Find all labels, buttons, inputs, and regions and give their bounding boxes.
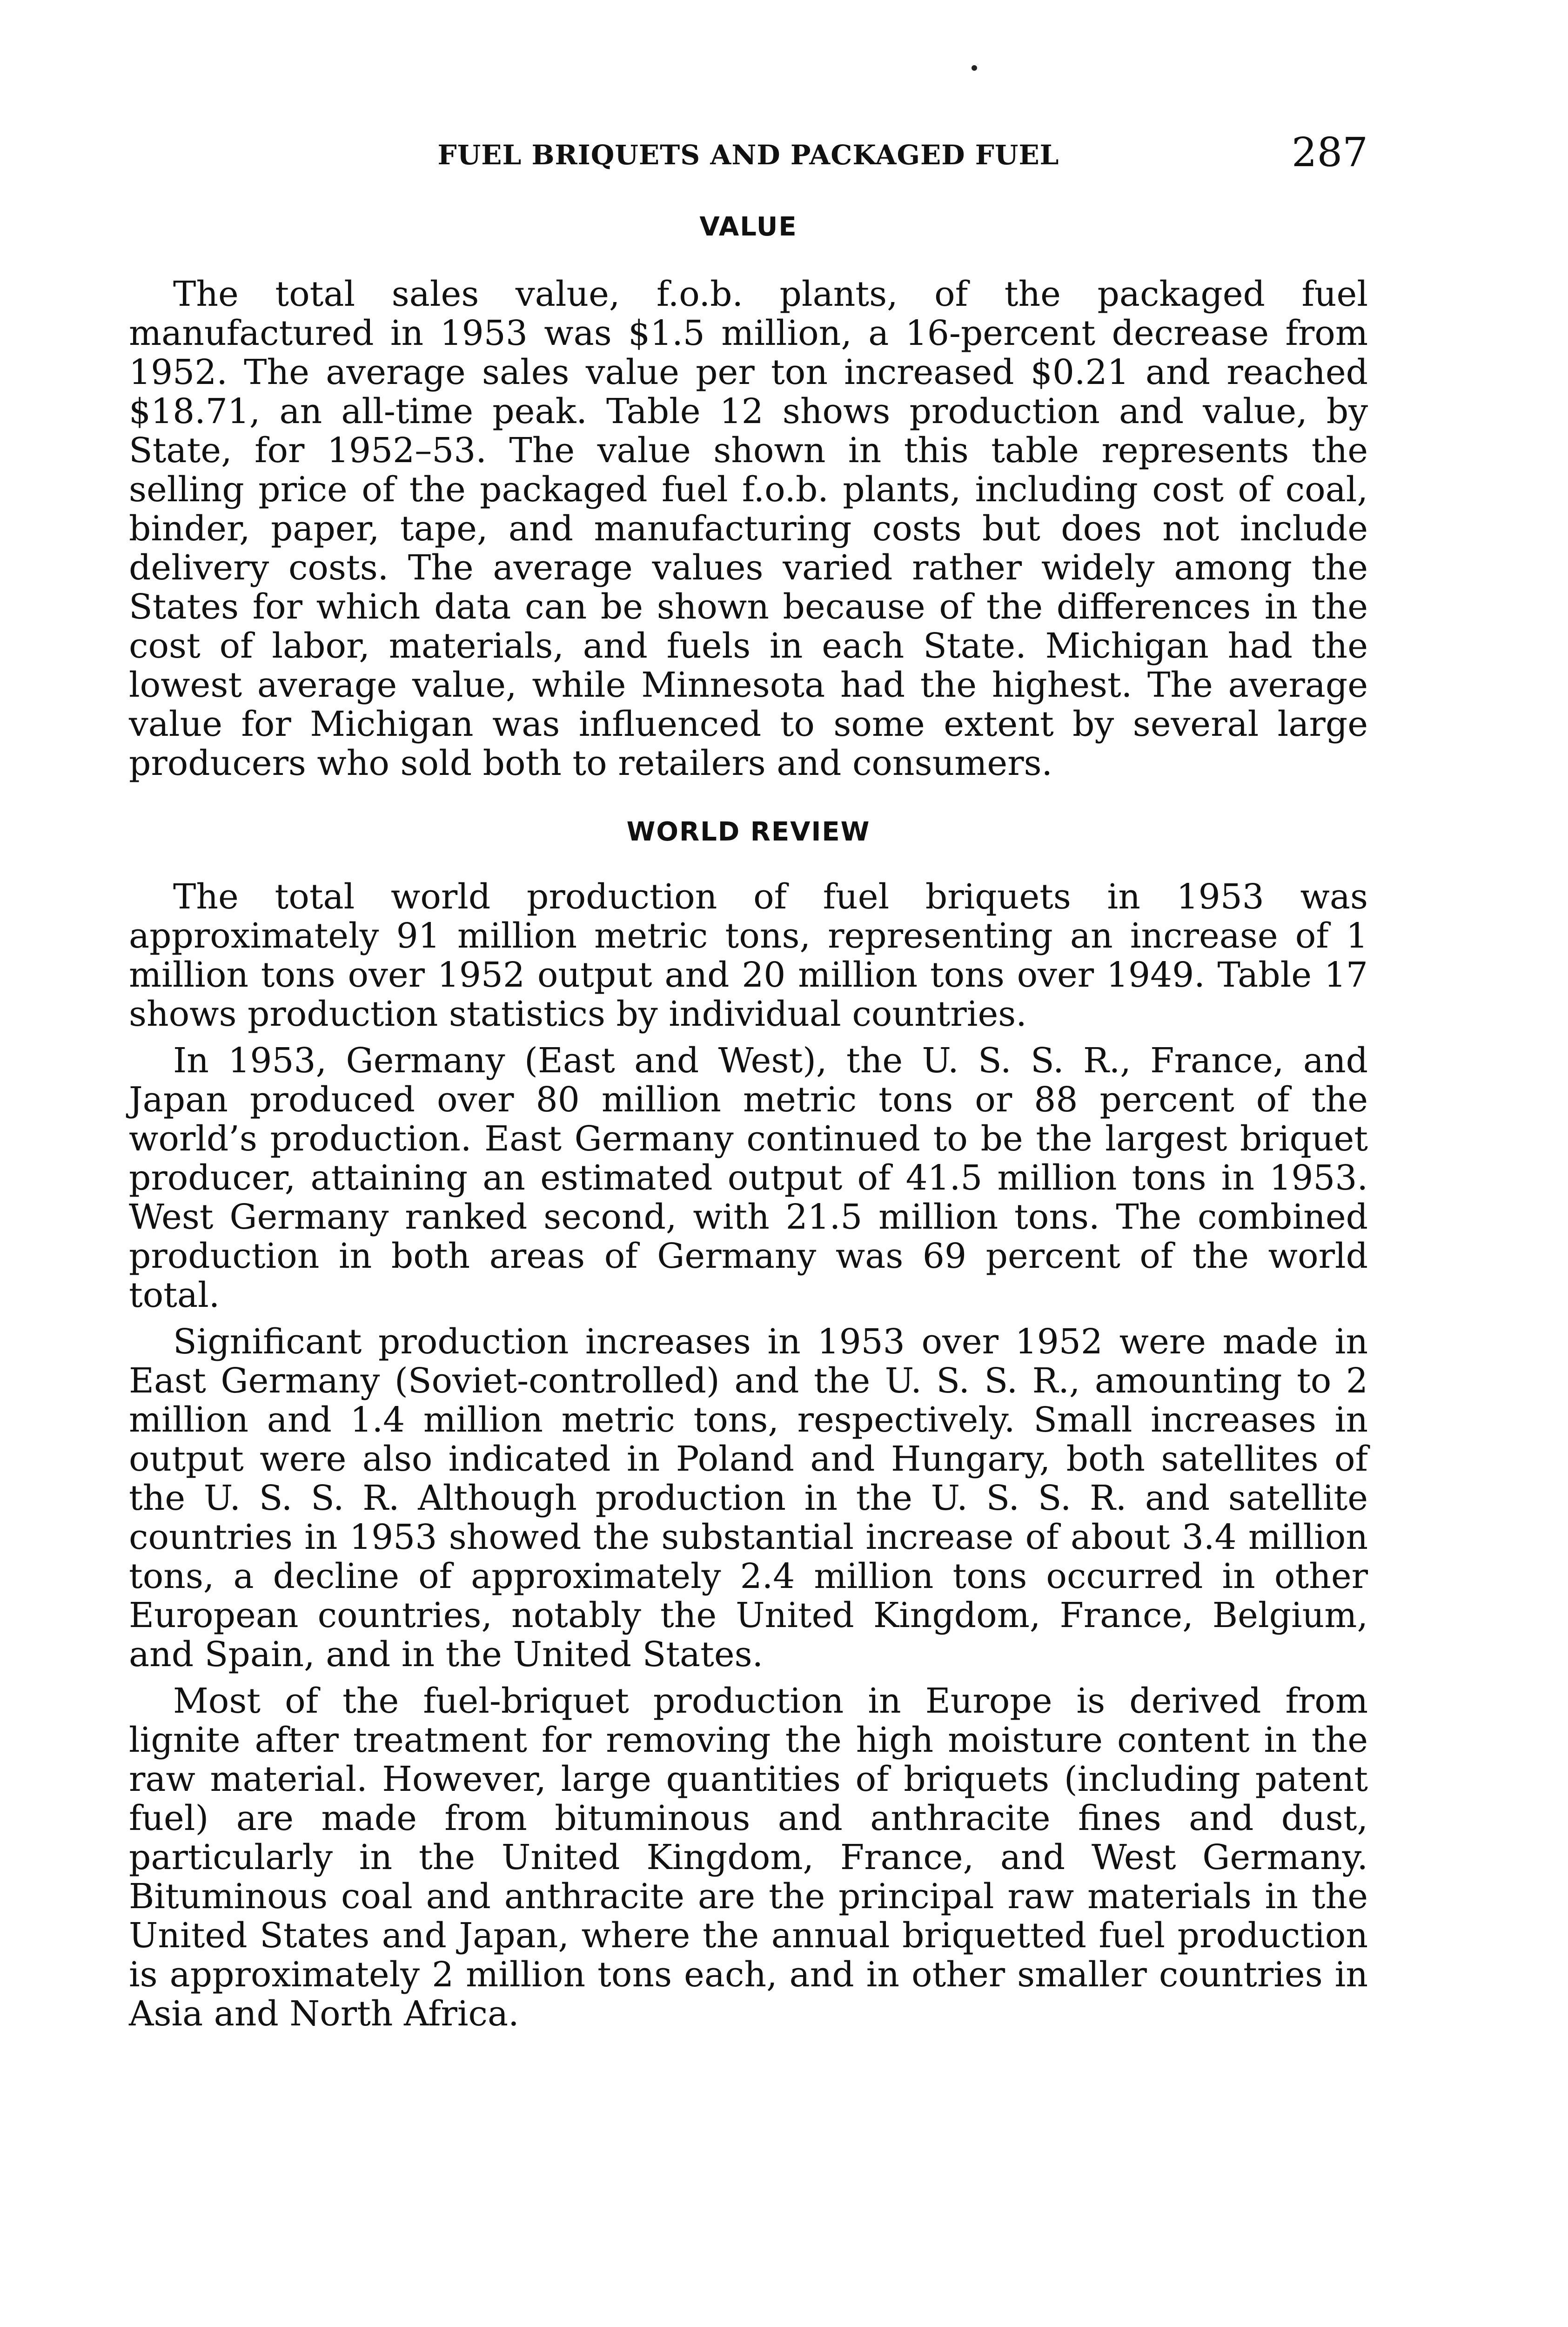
world-review-section [129,817,1368,847]
page-number: 287 [1291,129,1368,176]
section-heading-world-review: WORLD REVIEW [626,817,871,847]
paragraph: In 1953, Germany (East and West), the U. S. S. R., France, and Japan produced over 80 million metric tons or 88 percent of the world’s production. East Germany continued to be the largest briquet producer, attaining an estimated output of 41.5 million tons in 1953. West Germany ranked second, with 21.5 million tons. The combined production in both areas of Germany was 69 percent of the world total. [129,1041,1368,1315]
page-header [129,129,1368,184]
value-section [129,212,1368,242]
value-body [129,275,1368,790]
scan-speck [972,65,977,71]
paragraph: Significant production increases in 1953 over 1952 were made in East Germany (Soviet-controlled) and the U. S. S. R., amounting to 2 million and 1.4 million metric tons, respectively. Small increases in output were also indicated in Poland and Hungary, both satellites of the U. S. S. R. Although production in the U. S. S. R. and satellite countries in 1953 showed the substantial increase of about 3.4 million tons, a decline of approximately 2.4 million tons occurred in other European countries, notably the United Kingdom, France, Belgium, and Spain, and in the United States. [129,1322,1368,1675]
paragraph: The total sales value, f.o.b. plants, of the packaged fuel manufactured in 1953 was $1.5 million, a 16-percent decrease from 1952. The average sales value per ton increased $0.21 and reached $18.71, an all-time peak. Table 12 shows production and value, by State, for 1952–53. The value shown in this table represents the selling price of the packaged fuel f.o.b. plants, including cost of coal, binder, paper, tape, and manufacturing costs but does not include delivery costs. The average values varied rather widely among the States for which data can be shown because of the differences in the cost of labor, materials, and fuels in each State. Michigan had the lowest average value, while Minnesota had the highest. The average value for Michigan was influenced to some extent by several large producers who sold both to retailers and consumers. [129,274,1368,783]
paragraph: The total world production of fuel briquets in 1953 was approximately 91 million metric tons, representing an increase of 1 million tons over 1952 output and 20 million tons over 1949. Table 17 shows production statistics by individual countries. [129,877,1368,1034]
running-title: FUEL BRIQUETS AND PACKAGED FUEL [437,139,1059,171]
section-heading-value: VALUE [699,212,797,242]
paragraph: Most of the fuel-briquet production in Europe is derived from lignite after treatment for removing the high moisture content in the raw material. However, large quantities of briquets (including patent fuel) are made from bituminous and anthracite fines and dust, particularly in the United Kingdom, France, and West Germany. Bituminous coal and anthracite are the principal raw materials in the United States and Japan, where the annual briquetted fuel production is approximately 2 million tons each, and in other smaller countries in Asia and North Africa. [129,1681,1368,2034]
world-review-body [129,877,1368,2041]
